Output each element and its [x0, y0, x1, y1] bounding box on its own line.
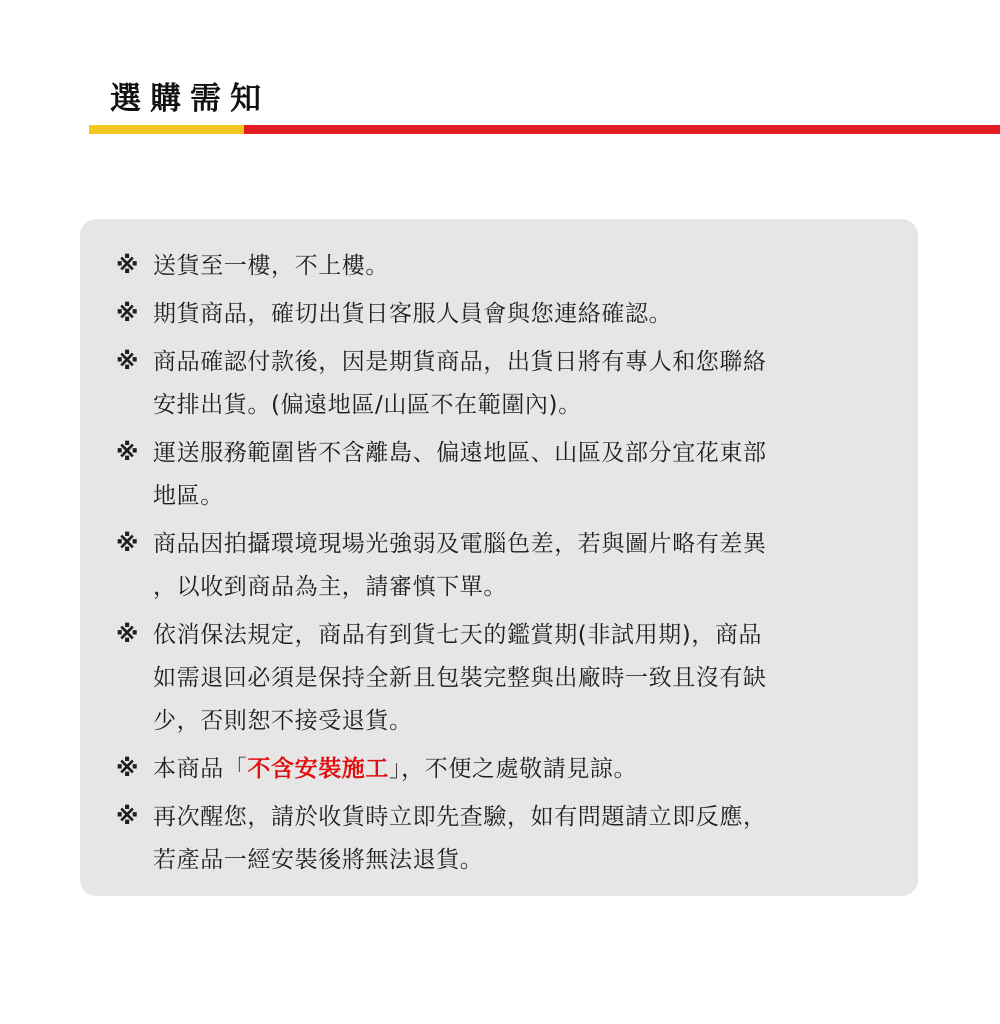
reference-mark-icon: ※: [116, 622, 139, 648]
notice-line: 地區。: [153, 483, 224, 509]
reference-mark-icon: ※: [116, 804, 139, 830]
notice-line: 期貨商品，確切出貨日客服人員會與您連絡確認。: [153, 301, 673, 327]
notice-suffix: 」，不便之處敬請見諒。: [389, 756, 638, 782]
notice-prefix: 本商品「: [153, 756, 248, 782]
notice-line: 如需退回必須是保持全新且包裝完整與出廠時一致且沒有缺: [153, 665, 767, 691]
notice-line: 安排出貨。(偏遠地區/山區不在範圍內)。: [153, 392, 582, 418]
notice-item-2: [116, 293, 898, 336]
notice-line: 運送服務範圍皆不含離島、偏遠地區、山區及部分宜花東部: [153, 440, 767, 466]
no-installation-highlight: 不含安裝施工: [247, 756, 390, 782]
notice-line: 再次醒您，請於收貨時立即先查驗，如有問題請立即反應，: [153, 804, 767, 830]
reference-mark-icon: ※: [116, 349, 139, 375]
notice-panel: [80, 219, 918, 896]
reference-mark-icon: ※: [116, 756, 139, 782]
notice-line: 若產品一經安裝後將無法退貨。: [153, 847, 484, 873]
notice-item-6: [116, 614, 898, 743]
notice-line: 少，否則恕不接受退貨。: [153, 708, 413, 734]
notice-line: 依消保法規定，商品有到貨七天的鑑賞期(非試用期)，商品: [153, 622, 763, 648]
notice-line: 送貨至一樓，不上樓。: [153, 253, 389, 279]
notice-line: [153, 748, 898, 791]
title-underline-yellow: [89, 125, 244, 134]
notice-line: 商品因拍攝環境現場光強弱及電腦色差，若與圖片略有差異: [153, 531, 767, 557]
notice-item-3: [116, 341, 898, 427]
title-underline-red: [244, 125, 1000, 134]
notice-item-4: [116, 432, 898, 518]
notice-item-5: [116, 523, 898, 609]
reference-mark-icon: ※: [116, 531, 139, 557]
notice-item-1: [116, 245, 898, 288]
notice-line: ，以收到商品為主，請審慎下單。: [153, 574, 507, 600]
title-underline: [89, 125, 1000, 134]
reference-mark-icon: ※: [116, 253, 139, 279]
reference-mark-icon: ※: [116, 440, 139, 466]
notice-item-7: [116, 748, 898, 791]
notice-line: 商品確認付款後，因是期貨商品，出貨日將有專人和您聯絡: [153, 349, 767, 375]
notice-item-8: [116, 796, 898, 882]
page-title: 選購需知: [110, 81, 270, 117]
reference-mark-icon: ※: [116, 301, 139, 327]
